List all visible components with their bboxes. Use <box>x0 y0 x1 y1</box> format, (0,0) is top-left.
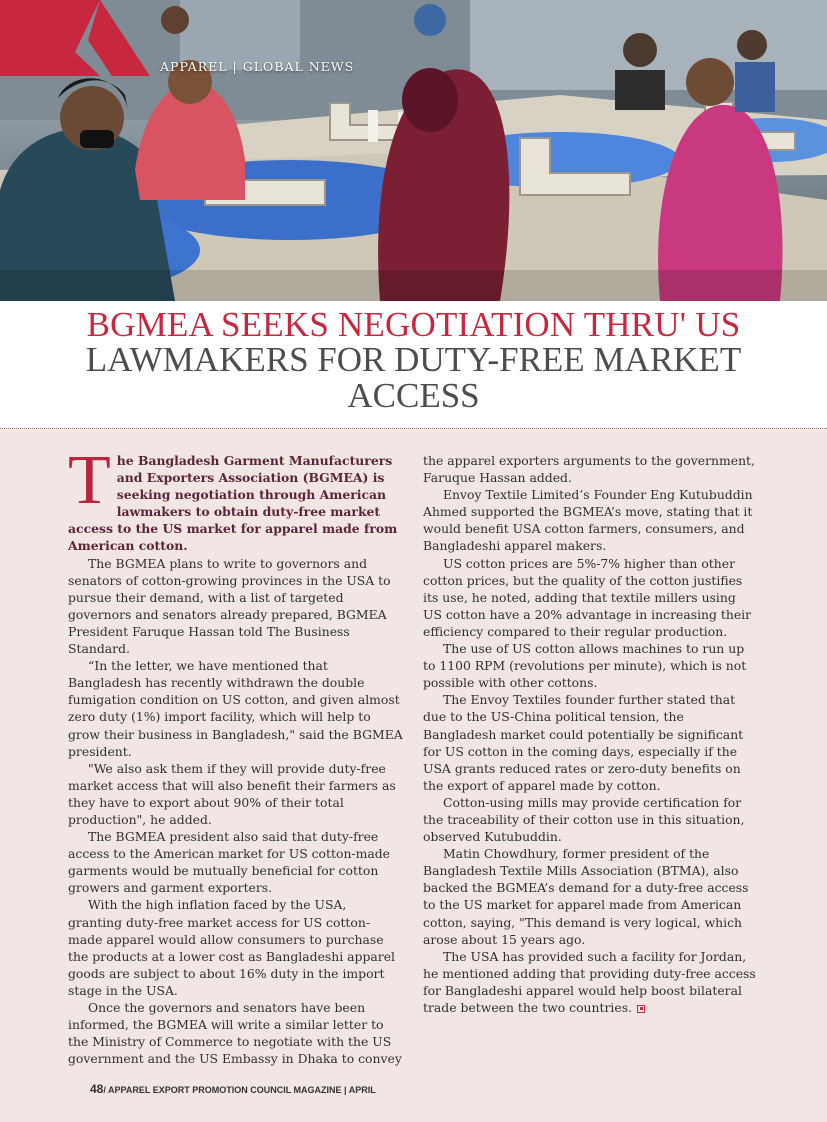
publication-name: APPAREL EXPORT PROMOTION COUNCIL MAGAZINE | APRIL <box>108 1085 376 1095</box>
paragraph: "We also ask them if they will provide duty-free market access that will also benefit their farmers as they have to export about 90% of their total production", he added. <box>68 760 396 827</box>
paragraph: The BGMEA plans to write to governors and senators of cotton-growing provinces in the USA to pursue their demand, with a list of targeted governors and senators already prepared, BGMEA President Faruque Hassan told The Business Standard. <box>68 555 391 657</box>
paragraph-continuation: the apparel exporters arguments to the government, Faruque Hassan added. <box>423 453 755 486</box>
paragraph: The Envoy Textiles founder further stated that due to the US-China political tension, the Bangladesh market could potentially be significant for US cotton in the coming days, especially if the USA grants reduced rates or zero-duty benefits on the export of apparel made by cotton. <box>423 692 744 793</box>
lede-text: he Bangladesh Garment Manufacturers and Exporters Association (BGMEA) is seeking negotiation through American lawmakers to obtain duty-free market access to the US market for apparel made from American cotton. <box>68 453 398 554</box>
end-of-article-icon <box>637 1005 645 1013</box>
apparel-brand-corner-mark <box>0 0 150 76</box>
article-lede <box>68 442 404 555</box>
paragraph-last <box>423 948 757 1016</box>
paragraph: With the high inflation faced by the USA, granting duty-free market access for US cotton-made apparel would allow consumers to purchase the products at a lower cost as Bangladeshi apparel goods are subject to about 16% duty in the import stage in the USA. <box>68 897 396 998</box>
page-footer <box>90 1082 376 1096</box>
paragraph: “In the letter, we have mentioned that Bangladesh has recently withdrawn the double fumigation condition on US cotton, and given almost zero duty (1%) import facility, which will help to grow their business in Bangladesh," said the BGMEA president. <box>68 658 403 759</box>
section-label: APPAREL | GLOBAL NEWS <box>160 59 355 74</box>
paragraph: The use of US cotton allows machines to run up to 1100 RPM (revolutions per minute), which is not possible with other cottons. <box>423 641 747 691</box>
paragraph: Once the governors and senators have been informed, the BGMEA will write a similar letter to the Ministry of Commerce to negotiate with the US government and the US Embassy in Dhaka to convey <box>68 1000 402 1067</box>
paragraph: The BGMEA president also said that duty-free access to the American market for US cotton-made garments would be mutually beneficial for cotton growers and garment exporters. <box>68 829 391 896</box>
hero-photo-garment-factory <box>0 0 827 301</box>
page-number: 48 <box>90 1082 104 1096</box>
headline-line-1: BGMEA SEEKS NEGOTIATION THRU' US <box>86 305 741 344</box>
paragraph: Matin Chowdhury, former president of the Bangladesh Textile Mills Association (BTMA), also backed the BGMEA’s demand for a duty-free access to the US market for apparel made from American cotton, saying, "This demand is very logical, which arose about 15 years ago. <box>423 846 749 947</box>
headline-line-2: LAWMAKERS FOR DUTY-FREE MARKET ACCESS <box>85 340 742 415</box>
headline-band <box>0 301 827 429</box>
drop-cap: T <box>68 442 111 519</box>
footer-separator: / <box>103 1085 106 1095</box>
article-column-right <box>423 452 757 1016</box>
last-paragraph-text: The USA has provided such a facility for Jordan, he mentioned adding that providing duty-free access for Bangladeshi apparel would help boost bilateral trade between the two countries. <box>423 948 756 1015</box>
paragraph: US cotton prices are 5%-7% higher than other cotton prices, but the quality of the cotton justifies its use, he noted, adding that textile millers using US cotton have a 20% advantage in increasing their efficiency compared to their regular production. <box>423 555 752 639</box>
paragraph: Cotton-using mills may provide certification for the traceability of their cotton use in this situation, observed Kutubuddin. <box>423 794 745 845</box>
paragraph: Envoy Textile Limited’s Founder Eng Kutubuddin Ahmed supported the BGMEA’s move, stating that it would benefit USA cotton farmers, consumers, and Bangladeshi apparel makers. <box>423 487 753 554</box>
article-column-left <box>68 442 404 1067</box>
